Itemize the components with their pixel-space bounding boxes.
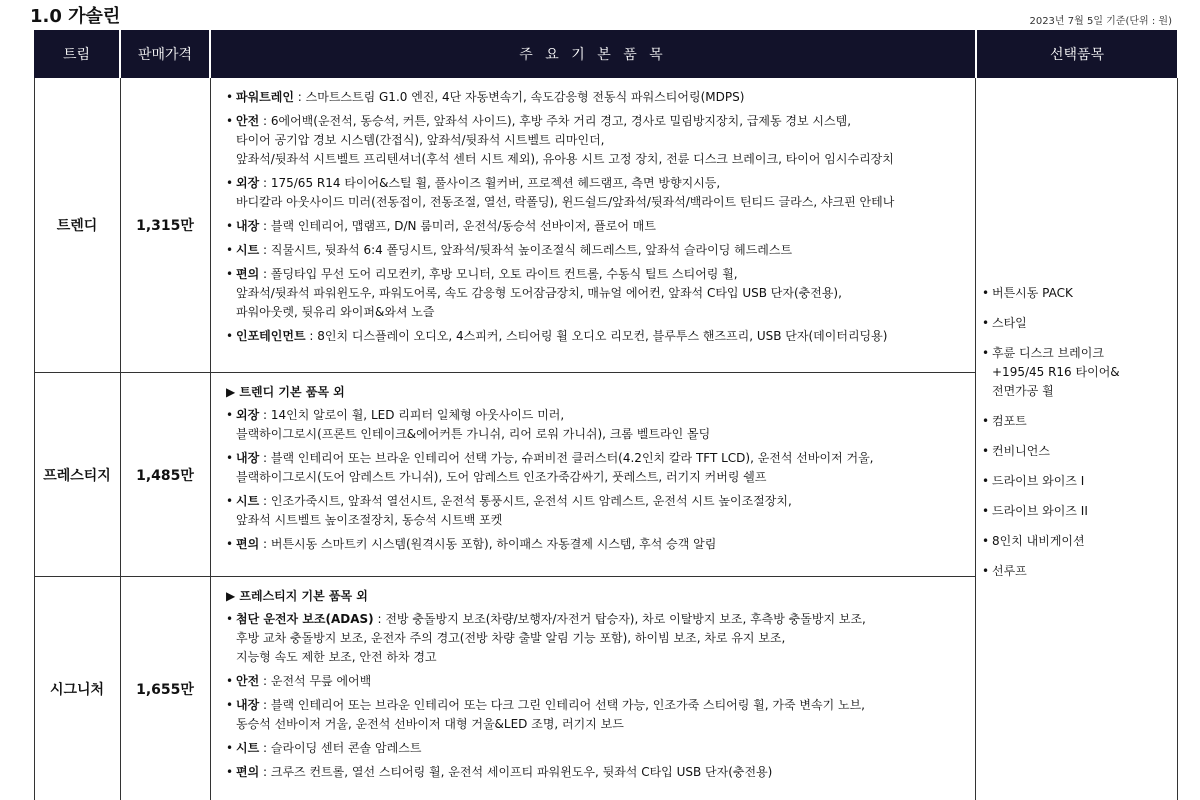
feature-text: 타이어 공기압 경보 시스템(간접식), 앞좌석/뒷좌석 시트벨트 리마인더,: [236, 133, 605, 147]
header-trim: 트림: [34, 30, 119, 78]
feature-category: 안전: [236, 674, 260, 688]
feature-text: 앞좌석/뒷좌석 시트벨트 프리텐셔너(후석 센터 시트 제외), 유아용 시트 고정 장치, 전륜 디스크 브레이크, 타이어 임시수리장치: [236, 152, 894, 166]
grid-line: [975, 78, 976, 800]
trim-trendy: 트렌디: [56, 218, 98, 234]
feature-item: • 인포테인먼트 : 8인치 디스플레이 오디오, 4스피커, 스티어링 휠 오디오 리모컨, 블루투스 핸즈프리, USB 단자(데이터리딩용): [226, 327, 971, 346]
features-trendy: [226, 88, 971, 351]
feature-item: • 첨단 운전자 보조(ADAS) : 전방 충돌방지 보조(차량/보행자/자전거 탑승자), 차로 이탈방지 보조, 후측방 충돌방지 보조, 후방 교차 충돌방지 보조, 운전자 주의 경고(전방 차량 출발 알림 기능 포함), 하이빔 보조, 차로 유지 보조, 지능형 속도 제한 보조, 안전 하차 경고: [226, 610, 971, 667]
feature-text: 동승석 선바이저 거울, 운전석 선바이저 대형 거울&LED 조명, 러기지 보드: [236, 717, 624, 731]
feature-item: • 내장 : 블랙 인테리어 또는 브라운 인테리어 또는 다크 그린 인테리어 선택 가능, 인조가죽 스티어링 휠, 가죽 변속기 노브, 동승석 선바이저 거울, 운전석 선바이저 대형 거울&LED 조명, 러기지 보드: [226, 696, 971, 734]
feature-item: • 시트 : 직물시트, 뒷좌석 6:4 폴딩시트, 앞좌석/뒷좌석 높이조절식 헤드레스트, 앞좌석 슬라이딩 헤드레스트: [226, 241, 971, 260]
feature-text: 앞좌석/뒷좌석 파워윈도우, 파워도어록, 속도 감응형 도어잠금장치, 매뉴얼 에어컨, 앞좌석 C타입 USB 단자(충전용),: [236, 286, 842, 300]
feature-category: 시트: [236, 741, 260, 755]
feature-category: 시트: [236, 494, 260, 508]
price-signature: 1,655만: [136, 681, 194, 698]
page-title: 1.0 가솔린: [30, 6, 121, 27]
trim-signature: 시그니처: [49, 681, 105, 698]
feature-item: • 시트 : 슬라이딩 센터 콘솔 암레스트: [226, 739, 971, 758]
option-item: • 드라이브 와이즈 II: [982, 502, 1172, 521]
inherit-note: ▶ 트렌디 기본 품목 외: [226, 385, 345, 399]
feature-text: 블랙하이그로시(프론트 인테이크&에어커튼 가니쉬, 리어 로워 가니쉬), 크롬 벨트라인 몰딩: [236, 427, 711, 441]
option-item: • 8인치 내비게이션: [982, 532, 1172, 551]
feature-text: 스마트스트림 G1.0 엔진, 4단 자동변속기, 속도감응형 전동식 파워스티어링(MDPS): [305, 90, 745, 104]
feature-category: 내장: [236, 219, 260, 233]
feature-text: 운전석 무릎 에어백: [270, 674, 372, 688]
feature-category: 안전: [236, 114, 260, 128]
feature-item: • 편의 : 버튼시동 스마트키 시스템(원격시동 포함), 하이패스 자동결제 시스템, 후석 승객 알림: [226, 535, 971, 554]
grid-line: [1177, 78, 1178, 800]
date-note: 2023년 7월 5일 기준(단위 : 원): [1029, 16, 1172, 27]
feature-category: 외장: [236, 408, 260, 422]
feature-text: 인조가죽시트, 앞좌석 열선시트, 운전석 통풍시트, 운전석 시트 암레스트, 운전석 시트 높이조절장치,: [270, 494, 792, 508]
feature-category: 외장: [236, 176, 260, 190]
option-item: • 버튼시동 PACK: [982, 284, 1172, 303]
feature-text: 블랙하이그로시(도어 암레스트 가니쉬), 도어 암레스트 인조가죽감싸기, 풋레스트, 러기지 커버링 쉘프: [236, 470, 767, 484]
feature-item: • 안전 : 운전석 무릎 에어백: [226, 672, 971, 691]
feature-text: 바디칼라 아웃사이드 미러(전동접이, 전동조절, 열선, 락폴딩), 윈드쉴드/앞좌석/뒷좌석/백라이트 틴티드 글라스, 샤크핀 안테나: [236, 195, 895, 209]
feature-text: 블랙 인테리어, 맵램프, D/N 룸미러, 운전석/동승석 선바이저, 플로어 매트: [270, 219, 656, 233]
price-trendy: 1,315만: [136, 218, 194, 234]
feature-text: 파워아웃렛, 뒷유리 와이퍼&와셔 노즐: [236, 305, 435, 319]
feature-text: 폴딩타입 무선 도어 리모컨키, 후방 모니터, 오토 라이트 컨트롤, 수동식 틸트 스티어링 휠,: [270, 267, 738, 281]
options-list: [982, 284, 1172, 592]
feature-category: 내장: [236, 698, 260, 712]
feature-text: 슬라이딩 센터 콘솔 암레스트: [270, 741, 422, 755]
feature-text: 크루즈 컨트롤, 열선 스티어링 휠, 운전석 세이프티 파워윈도우, 뒷좌석 C타입 USB 단자(충전용): [270, 765, 773, 779]
feature-text: 버튼시동 스마트키 시스템(원격시동 포함), 하이패스 자동결제 시스템, 후석 승객 알림: [270, 537, 717, 551]
feature-text: 전방 충돌방지 보조(차량/보행자/자전거 탑승자), 차로 이탈방지 보조, 후측방 충돌방지 보조,: [385, 612, 866, 626]
feature-category: 인포테인먼트: [236, 329, 306, 343]
feature-category: 파워트레인: [236, 90, 294, 104]
price-prestige: 1,485만: [136, 467, 194, 484]
feature-text: 175/65 R14 타이어&스틸 휠, 풀사이즈 휠커버, 프로젝션 헤드램프, 측면 방향지시등,: [270, 176, 721, 190]
feature-text: 지능형 속도 제한 보조, 안전 하차 경고: [236, 650, 437, 664]
option-item: • 선루프: [982, 562, 1172, 581]
feature-category: 시트: [236, 243, 260, 257]
option-item: • 후륜 디스크 브레이크 +195/45 R16 타이어& 전면가공 휠: [982, 344, 1172, 401]
inherit-note: ▶ 프레스티지 기본 품목 외: [226, 589, 368, 603]
grid-line: [210, 78, 211, 800]
header-price: 판매가격: [121, 30, 209, 78]
feature-item: • 내장 : 블랙 인테리어 또는 브라운 인테리어 선택 가능, 슈퍼비전 클러스터(4.2인치 칼라 TFT LCD), 운전석 선바이저 거울, 블랙하이그로시(도어 암레스트 가니쉬), 도어 암레스트 인조가죽감싸기, 풋레스트, 러기지 커버링 쉘프: [226, 449, 971, 487]
trim-prestige: 프레스티지: [43, 467, 111, 484]
feature-item: • 편의 : 폴딩타입 무선 도어 리모컨키, 후방 모니터, 오토 라이트 컨트롤, 수동식 틸트 스티어링 휠, 앞좌석/뒷좌석 파워윈도우, 파워도어록, 속도 감응형 도어잠금장치, 매뉴얼 에어컨, 앞좌석 C타입 USB 단자(충전용), 파워아웃렛, 뒷유리 와이퍼&와셔 노즐: [226, 265, 971, 322]
option-item: • 컴포트: [982, 412, 1172, 431]
feature-text: 6에어백(운전석, 동승석, 커튼, 앞좌석 사이드), 후방 주차 거리 경고, 경사로 밀림방지장치, 급제동 경보 시스템,: [270, 114, 852, 128]
header-features: 주 요 기 본 품 목: [211, 30, 975, 78]
feature-category: 내장: [236, 451, 260, 465]
feature-item: • 외장 : 175/65 R14 타이어&스틸 휠, 풀사이즈 휠커버, 프로젝션 헤드램프, 측면 방향지시등, 바디칼라 아웃사이드 미러(전동접이, 전동조절, 열선, 락폴딩), 윈드쉴드/앞좌석/뒷좌석/백라이트 틴티드 글라스, 샤크핀 안테나: [226, 174, 971, 212]
features-signature: [226, 587, 971, 787]
feature-category: 첨단 운전자 보조(ADAS): [236, 612, 374, 626]
feature-item: • 시트 : 인조가죽시트, 앞좌석 열선시트, 운전석 통풍시트, 운전석 시트 암레스트, 운전석 시트 높이조절장치, 앞좌석 시트벨트 높이조절장치, 동승석 시트백 포켓: [226, 492, 971, 530]
feature-text: 직물시트, 뒷좌석 6:4 폴딩시트, 앞좌석/뒷좌석 높이조절식 헤드레스트, 앞좌석 슬라이딩 헤드레스트: [270, 243, 793, 257]
option-item: • 드라이브 와이즈 I: [982, 472, 1172, 491]
feature-item: • 안전 : 6에어백(운전석, 동승석, 커튼, 앞좌석 사이드), 후방 주차 거리 경고, 경사로 밀림방지장치, 급제동 경보 시스템, 타이어 공기압 경보 시스템(간접식), 앞좌석/뒷좌석 시트벨트 리마인더, 앞좌석/뒷좌석 시트벨트 프리텐셔너(후석 센터 시트 제외), 유아용 시트 고정 장치, 전륜 디스크 브레이크, 타이어 임시수리장치: [226, 112, 971, 169]
feature-text: 블랙 인테리어 또는 브라운 인테리어 선택 가능, 슈퍼비전 클러스터(4.2인치 칼라 TFT LCD), 운전석 선바이저 거울,: [270, 451, 874, 465]
feature-text: 8인치 디스플레이 오디오, 4스피커, 스티어링 휠 오디오 리모컨, 블루투스 핸즈프리, USB 단자(데이터리딩용): [317, 329, 888, 343]
feature-item: • 파워트레인 : 스마트스트림 G1.0 엔진, 4단 자동변속기, 속도감응형 전동식 파워스티어링(MDPS): [226, 88, 971, 107]
feature-category: 편의: [236, 537, 260, 551]
feature-item: • 내장 : 블랙 인테리어, 맵램프, D/N 룸미러, 운전석/동승석 선바이저, 플로어 매트: [226, 217, 971, 236]
feature-category: 편의: [236, 765, 260, 779]
feature-item: • 편의 : 크루즈 컨트롤, 열선 스티어링 휠, 운전석 세이프티 파워윈도우, 뒷좌석 C타입 USB 단자(충전용): [226, 763, 971, 782]
feature-text: 14인치 알로이 휠, LED 리피터 일체형 아웃사이드 미러,: [270, 408, 565, 422]
feature-text: 후방 교차 충돌방지 보조, 운전자 주의 경고(전방 차량 출발 알림 기능 포함), 하이빔 보조, 차로 유지 보조,: [236, 631, 786, 645]
feature-text: 앞좌석 시트벨트 높이조절장치, 동승석 시트백 포켓: [236, 513, 503, 527]
option-item: • 컨비니언스: [982, 442, 1172, 461]
option-item: • 스타일: [982, 314, 1172, 333]
feature-text: 블랙 인테리어 또는 브라운 인테리어 또는 다크 그린 인테리어 선택 가능, 인조가죽 스티어링 휠, 가죽 변속기 노브,: [270, 698, 865, 712]
features-prestige: [226, 383, 971, 559]
feature-category: 편의: [236, 267, 260, 281]
feature-item: • 외장 : 14인치 알로이 휠, LED 리피터 일체형 아웃사이드 미러, 블랙하이그로시(프론트 인테이크&에어커튼 가니쉬, 리어 로워 가니쉬), 크롬 벨트라인 몰딩: [226, 406, 971, 444]
header-options: 선택품목: [977, 30, 1177, 78]
